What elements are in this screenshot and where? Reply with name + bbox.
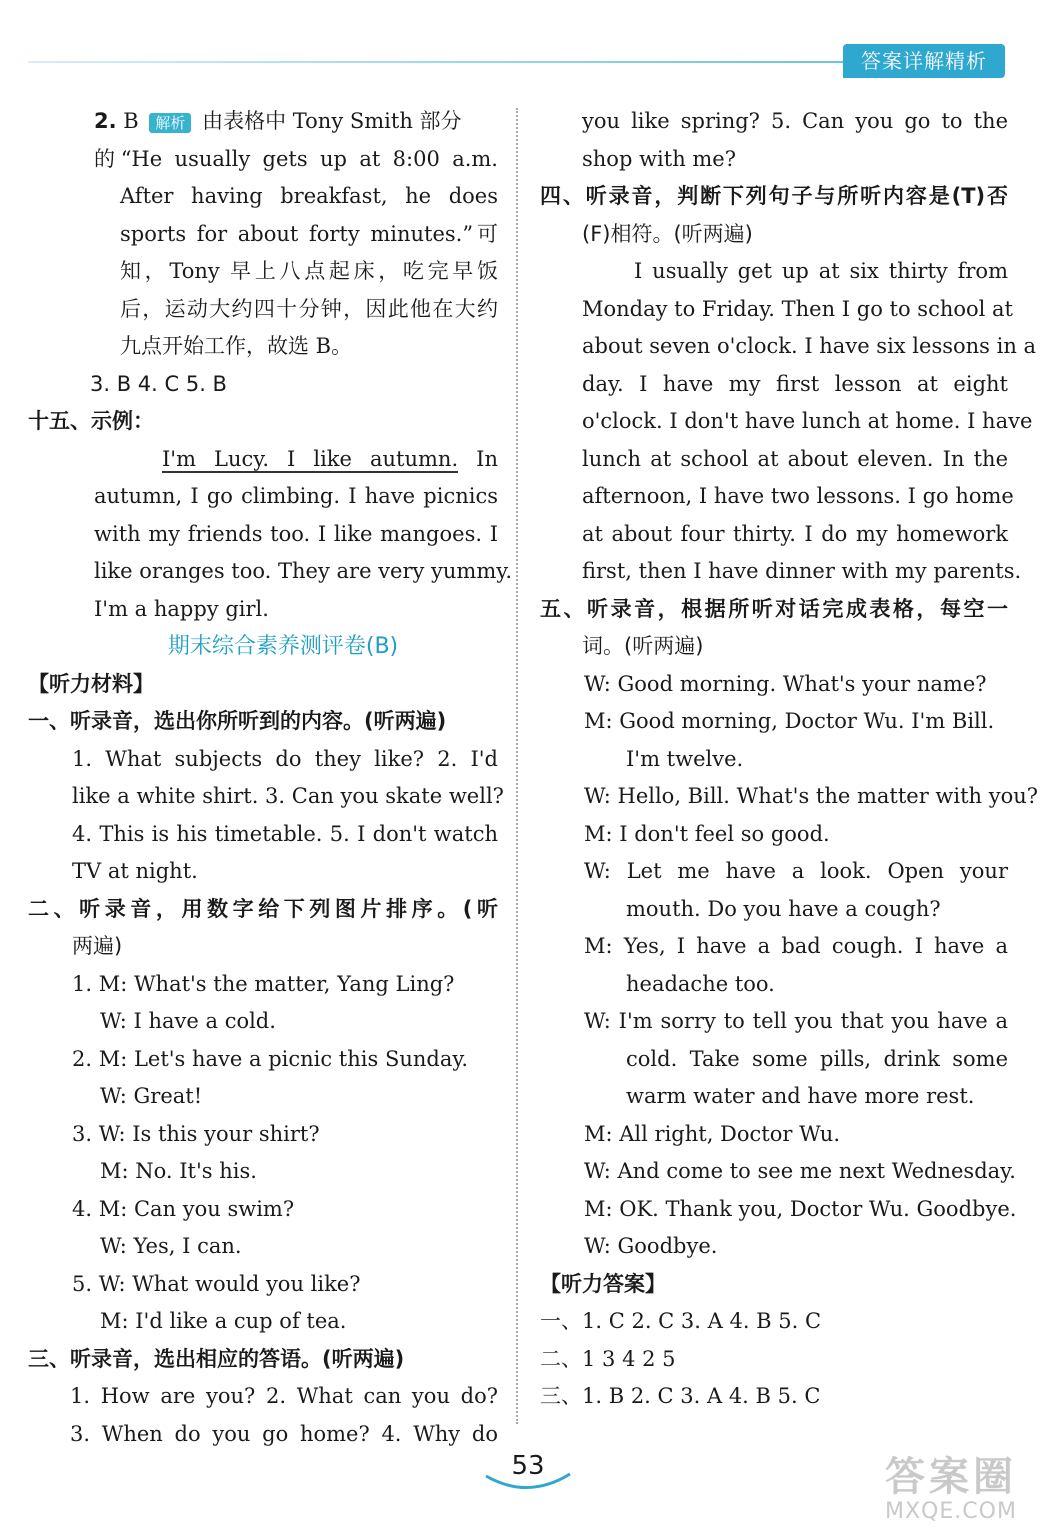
s2-item-2-a: 2. M: Let's have a picnic this Sunday.: [72, 1046, 469, 1071]
q2-line-7: 九点开始工作，故选 B。: [120, 334, 353, 358]
s15-underlined-sentence: I'm Lucy. I like autumn.: [162, 446, 459, 471]
passage-line-9: first, then I have dinner with my parents.: [582, 559, 1022, 583]
s1-line-4: TV at night.: [72, 859, 198, 883]
dialog-line-2b: I'm twelve.: [626, 746, 744, 771]
passage-line-7: afternoon, I have two lessons. I go home: [582, 484, 1014, 508]
s15-line-3: with my friends too. I like mangoes. I: [94, 521, 498, 546]
dialog-line-5b: mouth. Do you have a cough?: [626, 896, 941, 921]
dialog-line-5: W: Let me have a look. Open your: [584, 859, 1008, 883]
s15-line-5: I'm a happy girl.: [94, 596, 269, 621]
s1-line-2: like a white shirt. 3. Can you skate well?: [72, 784, 504, 808]
dialog-line-11: W: Goodbye.: [584, 1234, 718, 1258]
section-2-heading-cont: 两遍): [72, 934, 123, 958]
header-badge: 答案详解精析: [843, 44, 1005, 78]
dialog-line-2: M: Good morning, Doctor Wu. I'm Bill.: [584, 709, 995, 733]
q2-number: 2.: [94, 109, 117, 133]
section-4-heading: 四、听录音，判断下列句子与所听内容是(T)否: [540, 184, 1008, 208]
q2-line-4: sports for about forty minutes.”可: [120, 221, 498, 246]
s15-line-1: [28, 441, 498, 479]
s3-line-1: 1. How are you? 2. What can you do?: [70, 1384, 498, 1408]
section-1-heading: 一、听录音，选出你所听到的内容。(听两遍): [28, 709, 447, 733]
watermark-logo-text: 答案圈: [885, 1454, 1017, 1500]
section-4-heading-cont: (F)相符。(听两遍): [582, 221, 753, 246]
s2-item-5-b: M: I'd like a cup of tea.: [100, 1309, 347, 1333]
q2-answer: B: [123, 109, 139, 133]
passage-line-5: o'clock. I don't have lunch at home. I have: [582, 409, 1033, 433]
section-5-heading: 五、听录音，根据所听对话完成表格，每空一: [540, 596, 1008, 621]
r-line-2: shop with me?: [582, 146, 736, 171]
q345-answers: 3. B 4. C 5. B: [90, 371, 227, 396]
s2-item-1-b: W: I have a cold.: [100, 1009, 276, 1033]
dialog-line-10: M: OK. Thank you, Doctor Wu. Goodbye.: [584, 1196, 1017, 1221]
dialog-line-3: W: Hello, Bill. What's the matter with you?: [584, 784, 1039, 808]
header-rule: [28, 61, 846, 63]
s2-item-2-b: W: Great!: [100, 1084, 203, 1108]
exam-title: 期末综合素养测评卷(B): [167, 634, 399, 659]
s2-item-4-b: W: Yes, I can.: [100, 1234, 242, 1258]
dialog-line-9: W: And come to see me next Wednesday.: [584, 1159, 1016, 1183]
page-number-arc: [480, 1470, 576, 1496]
section-3-heading: 三、听录音，选出相应的答语。(听两遍): [28, 1346, 405, 1371]
passage-line-6: lunch at school at about eleven. In the: [582, 446, 1008, 471]
passage-line-3: about seven o'clock. I have six lessons in a: [582, 334, 1037, 358]
section-2-heading: 二、听录音，用数字给下列图片排序。(听: [28, 896, 498, 921]
listening-answers-heading: 【听力答案】: [540, 1271, 666, 1296]
s3-line-2: 3. When do you go home? 4. Why do: [70, 1421, 498, 1446]
s1-line-1: 1. What subjects do they like? 2. I'd: [72, 746, 498, 771]
left-column: [28, 103, 513, 1453]
s2-item-3-b: M: No. It's his.: [100, 1159, 257, 1183]
page-number: 53: [511, 1451, 545, 1481]
analysis-tag: 解析: [149, 113, 191, 133]
section-15-heading: 十五、示例：: [28, 409, 154, 433]
dialog-line-4: M: I don't feel so good.: [584, 821, 830, 846]
answers-section-2: 二、1 3 4 2 5: [540, 1346, 676, 1371]
s15-line-4: like oranges too. They are very yummy.: [94, 559, 513, 583]
q2-line-5: 知，Tony 早上八点起床，吃完早饭: [120, 259, 498, 283]
s2-item-1-a: 1. M: What's the matter, Yang Ling?: [72, 971, 455, 996]
q2-analysis-text: 由表格中 Tony Smith 部分: [202, 109, 462, 133]
passage-line-1: I usually get up at six thirty from: [634, 259, 1008, 283]
section-5-heading-cont: 词。(听两遍): [582, 634, 704, 658]
dialog-line-7: W: I'm sorry to tell you that you have a: [584, 1009, 1008, 1033]
passage-line-4: day. I have my first lesson at eight: [582, 371, 1008, 396]
r-line-1: you like spring? 5. Can you go to the: [582, 109, 1008, 133]
dialog-line-6: M: Yes, I have a bad cough. I have a: [584, 934, 1008, 958]
dialog-line-8: M: All right, Doctor Wu.: [584, 1121, 841, 1146]
s2-item-4-a: 4. M: Can you swim?: [72, 1196, 295, 1221]
s1-line-3: 4. This is his timetable. 5. I don't watch: [72, 821, 498, 846]
dialog-line-7c: warm water and have more rest.: [626, 1084, 975, 1108]
s2-item-3-a: 3. W: Is this your shirt?: [72, 1121, 320, 1146]
q2-line-2: 的“He usually gets up at 8:00 a.m.: [94, 146, 498, 171]
answers-section-3: 三、1. B 2. C 3. A 4. B 5. C: [540, 1384, 821, 1408]
s15-line-1-end: In: [476, 446, 498, 471]
watermark: [885, 1455, 1045, 1530]
q2-line-3: After having breakfast, he does: [120, 184, 498, 208]
dialog-line-7b: cold. Take some pills, drink some: [626, 1046, 1008, 1071]
dialog-line-6b: headache too.: [626, 971, 775, 996]
dialog-line-1: W: Good morning. What's your name?: [584, 671, 987, 696]
s15-line-2: autumn, I go climbing. I have picnics: [94, 484, 498, 508]
q2-line-6: 后，运动大约四十分钟，因此他在大约: [120, 296, 498, 321]
listen-materials-heading: 【听力材料】: [28, 671, 154, 696]
column-divider: [516, 108, 518, 1424]
passage-line-2: Monday to Friday. Then I go to school at: [582, 296, 1013, 321]
right-column: [540, 103, 1039, 1416]
s2-item-5-a: 5. W: What would you like?: [72, 1271, 361, 1296]
watermark-domain: MXQE.COM: [885, 1499, 1017, 1524]
passage-line-8: at about four thirty. I do my homework: [582, 521, 1008, 546]
q2-line-1: [28, 103, 498, 141]
answers-section-1: 一、1. C 2. C 3. A 4. B 5. C: [540, 1309, 822, 1333]
